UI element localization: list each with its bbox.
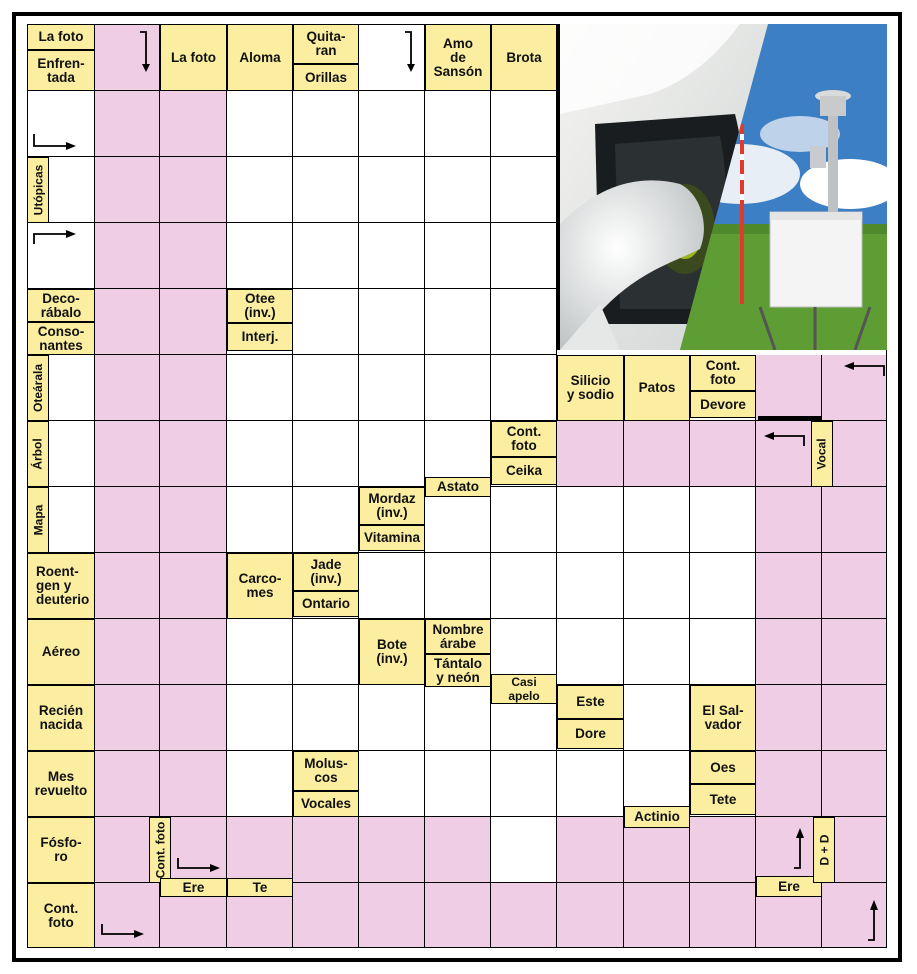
grid-cell[interactable] (690, 487, 756, 553)
clue-silicio-sodio: Silicio y sodio (557, 355, 624, 421)
clue-la-foto-1: La foto (27, 24, 95, 50)
grid-cell[interactable] (359, 421, 425, 487)
grid-cell[interactable] (359, 883, 425, 948)
clue-ceika: Ceika (491, 457, 557, 485)
grid-cell[interactable] (95, 619, 160, 685)
clue-amo-sanson: Amo de Sansón (425, 24, 491, 91)
clue-fosforo: Fósfo- ro (27, 817, 95, 883)
grid-cell[interactable] (227, 619, 293, 685)
grid-cell[interactable] (690, 619, 756, 685)
grid-cell[interactable] (425, 685, 491, 751)
clue-tantalo-neon: Tántalo y neón (425, 654, 491, 687)
arrow-right-icon (176, 856, 222, 876)
grid-cell[interactable] (95, 91, 160, 157)
grid-cell[interactable] (293, 817, 359, 883)
grid-cell[interactable] (425, 223, 491, 289)
grid-cell[interactable] (624, 685, 690, 751)
arrow-left-icon (762, 430, 808, 450)
grid-cell[interactable] (359, 685, 425, 751)
grid-cell[interactable] (756, 619, 822, 685)
grid-cell[interactable] (160, 751, 227, 817)
clue-devore: Devore (690, 391, 756, 418)
grid-cell[interactable] (822, 487, 887, 553)
grid-cell[interactable] (227, 487, 293, 553)
arrow-down-icon (138, 30, 154, 74)
clue-actinio: Actinio (624, 806, 690, 828)
grid-cell[interactable] (95, 289, 160, 355)
clue-brota: Brota (491, 24, 557, 91)
grid-cell[interactable] (95, 685, 160, 751)
grid-cell[interactable] (557, 817, 624, 883)
grid-cell[interactable] (690, 553, 756, 619)
grid-cell[interactable] (756, 487, 822, 553)
grid-cell[interactable] (293, 289, 359, 355)
grid-cell[interactable] (359, 355, 425, 421)
grid-cell[interactable] (160, 421, 227, 487)
clue-ontario: Ontario (293, 591, 359, 617)
grid-cell[interactable] (160, 91, 227, 157)
grid-cell[interactable] (425, 883, 491, 948)
grid-cell[interactable] (95, 421, 160, 487)
grid-cell[interactable] (624, 421, 690, 487)
arrow-right-icon (32, 132, 78, 152)
grid-cell[interactable] (95, 487, 160, 553)
grid-cell[interactable] (624, 553, 690, 619)
arrow-up-icon (792, 826, 808, 872)
clue-cont-foto-1: Cont. foto (690, 355, 756, 391)
grid-cell[interactable] (822, 619, 887, 685)
grid-cell[interactable] (557, 553, 624, 619)
clue-vitamina: Vitamina (359, 525, 425, 551)
grid-cell[interactable] (425, 91, 491, 157)
clue-bote-inv: Bote (inv.) (359, 619, 425, 685)
grid-cell[interactable] (690, 817, 756, 883)
clue-interj: Interj. (227, 323, 293, 351)
clue-enfrentada: Enfren- tada (27, 50, 95, 91)
clue-te: Te (227, 878, 293, 897)
grid-cell[interactable] (491, 553, 557, 619)
grid-cell[interactable] (293, 421, 359, 487)
grid-cell[interactable] (491, 91, 557, 157)
grid-cell[interactable] (822, 553, 887, 619)
grid-cell[interactable] (425, 289, 491, 355)
grid-cell[interactable] (425, 817, 491, 883)
grid-cell[interactable] (624, 619, 690, 685)
grid-cell[interactable] (425, 355, 491, 421)
grid-cell[interactable] (425, 751, 491, 817)
arrow-up-icon (866, 898, 882, 944)
grid-cell[interactable] (227, 751, 293, 817)
grid-cell[interactable] (160, 289, 227, 355)
grid-cell[interactable] (293, 619, 359, 685)
grid-cell[interactable] (491, 223, 557, 289)
clue-cont-foto-2: Cont. foto (491, 421, 557, 457)
clue-ere-2: Ere (756, 876, 822, 897)
clue-carcomes: Carco- mes (227, 553, 293, 619)
grid-cell[interactable] (557, 883, 624, 948)
grid-cell[interactable] (557, 487, 624, 553)
grid-cell[interactable] (160, 157, 227, 223)
clue-otee-inv: Otee (inv.) (227, 289, 293, 323)
clue-dore: Dore (557, 719, 624, 749)
grid-cell[interactable] (227, 157, 293, 223)
clue-aloma: Aloma (227, 24, 293, 91)
grid-cell[interactable] (227, 817, 293, 883)
grid-cell[interactable] (425, 553, 491, 619)
clue-mordaz-inv: Mordaz (inv.) (359, 487, 425, 525)
clue-mes-revuelto: Mes revuelto (27, 751, 95, 817)
thick-separator (758, 416, 822, 421)
clue-cont-foto-3: Cont. foto (149, 817, 171, 883)
grid-cell[interactable] (359, 817, 425, 883)
clue-vocales: Vocales (293, 791, 359, 817)
grid-cell[interactable] (95, 223, 160, 289)
grid-cell[interactable] (227, 421, 293, 487)
grid-cell[interactable] (822, 685, 887, 751)
grid-cell[interactable] (491, 883, 557, 948)
grid-cell[interactable] (227, 355, 293, 421)
grid-cell[interactable] (359, 553, 425, 619)
clue-aereo: Aéreo (27, 619, 95, 685)
arrow-left-icon (842, 360, 888, 380)
grid-cell[interactable] (359, 751, 425, 817)
grid-cell[interactable] (557, 619, 624, 685)
grid-cell[interactable] (624, 487, 690, 553)
clue-d-mas-d: D + D (813, 817, 835, 883)
clue-arbol: Árbol (27, 421, 49, 487)
clue-roentgen: Roent- gen y deuterio (27, 553, 95, 619)
grid-cell[interactable] (95, 751, 160, 817)
clue-moluscos: Molus- cos (293, 751, 359, 791)
grid-cell[interactable] (359, 157, 425, 223)
clue-tete: Tete (690, 784, 756, 815)
clue-vocal: Vocal (811, 421, 833, 487)
clue-astato: Astato (425, 477, 491, 497)
grid-cell[interactable] (293, 883, 359, 948)
clue-consonantes: Conso- nantes (27, 322, 95, 355)
grid-cell[interactable] (491, 355, 557, 421)
grid-cell[interactable] (160, 487, 227, 553)
grid-cell[interactable] (491, 751, 557, 817)
grid-cell[interactable] (160, 685, 227, 751)
grid-cell[interactable] (359, 223, 425, 289)
clue-este: Este (557, 685, 624, 719)
grid-cell[interactable] (491, 289, 557, 355)
grid-cell[interactable] (160, 223, 227, 289)
grid-cell[interactable] (160, 553, 227, 619)
grid-cell[interactable] (690, 883, 756, 948)
clue-casi-apelo: Casi apelo (491, 674, 557, 704)
grid-cell[interactable] (491, 487, 557, 553)
clue-recien-nacida: Recién nacida (27, 685, 95, 751)
arrow-right-icon (100, 922, 146, 942)
clue-utopicas: Utópicas (27, 157, 49, 223)
arrow-right-icon (32, 228, 78, 248)
grid-cell[interactable] (293, 223, 359, 289)
clue-nombre-arabe: Nombre árabe (425, 619, 491, 654)
grid-cell[interactable] (293, 91, 359, 157)
clue-la-foto-2: La foto (160, 24, 227, 91)
grid-cell[interactable] (822, 751, 887, 817)
grid-cell[interactable] (293, 487, 359, 553)
grid-cell[interactable] (95, 553, 160, 619)
grid-cell[interactable] (624, 883, 690, 948)
grid-cell[interactable] (557, 421, 624, 487)
grid-cell[interactable] (227, 91, 293, 157)
grid-cell[interactable] (425, 157, 491, 223)
grid-cell[interactable] (359, 289, 425, 355)
grid-cell[interactable] (227, 223, 293, 289)
photo-divider (557, 24, 560, 350)
grid-cell[interactable] (690, 421, 756, 487)
grid-cell[interactable] (756, 751, 822, 817)
clue-patos: Patos (624, 355, 690, 421)
grid-cell[interactable] (756, 685, 822, 751)
clue-mapa: Mapa (27, 487, 49, 553)
arrow-down-icon (403, 30, 419, 74)
clue-jade-inv: Jade (inv.) (293, 553, 359, 591)
grid-cell[interactable] (95, 355, 160, 421)
grid-cell[interactable] (756, 553, 822, 619)
clue-otearala: Oteárala (27, 355, 49, 421)
clue-el-salvador: El Sal- vador (690, 685, 756, 751)
grid-cell[interactable] (491, 817, 557, 883)
grid-cell[interactable] (756, 355, 822, 421)
grid-cell[interactable] (160, 355, 227, 421)
clue-quitaran: Quita- ran (293, 24, 359, 64)
clue-ere-1: Ere (160, 878, 227, 897)
grid-cell[interactable] (227, 685, 293, 751)
grid-cell[interactable] (491, 157, 557, 223)
clue-orillas: Orillas (293, 64, 359, 91)
grid-cell[interactable] (359, 91, 425, 157)
grid-cell[interactable] (293, 685, 359, 751)
grid-cell[interactable] (293, 157, 359, 223)
clue-decorabalo: Deco- rábalo (27, 289, 95, 322)
grid-cell[interactable] (160, 619, 227, 685)
grid-cell[interactable] (557, 751, 624, 817)
clue-oes: Oes (690, 751, 756, 784)
grid-cell[interactable] (95, 157, 160, 223)
grid-cell[interactable] (293, 355, 359, 421)
clue-cont-foto-4: Cont. foto (27, 883, 95, 948)
